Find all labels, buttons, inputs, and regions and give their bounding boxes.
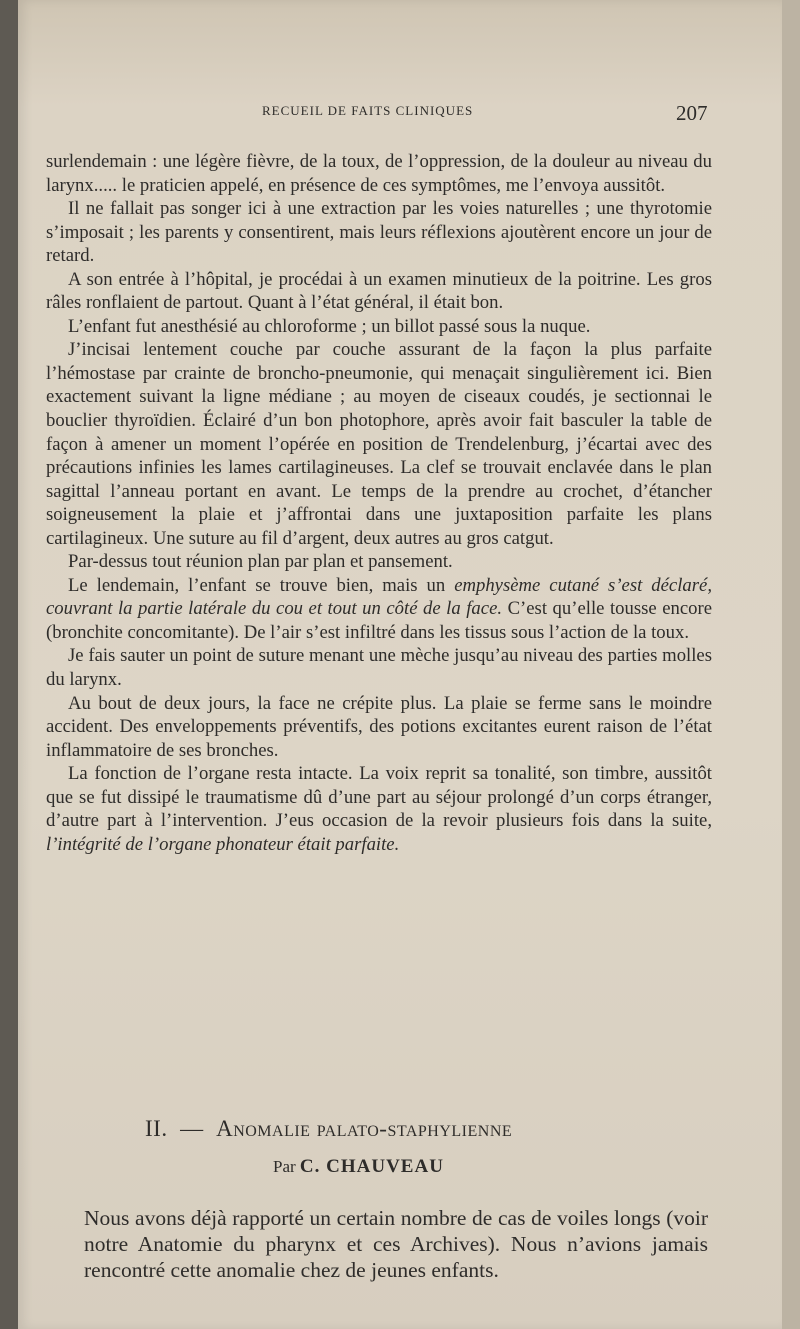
paragraph: Je fais sauter un point de suture menant une mèche jusqu’au niveau des parties molles du larynx. [46, 645, 712, 691]
text-run: La fonction de l’organe resta intacte. La voix reprit sa tonalité, son timbre, aussitôt que se fut dissipé le traumatisme dû d’une part au séjour prolongé d’un corps étranger, d’autre part à l’intervention. J’eus occasion de la revoir plusieurs fois dans la suite, [46, 763, 712, 832]
paragraph: J’incisai lentement couche par couche assurant de la façon la plus parfaite l’hémostase par crainte de broncho-pneumonie, qui menaçait singulièrement ici. Bien exactement suivant la ligne médiane ; au moyen de ciseaux coudés, je sectionnai le bouclier thyroïdien. Éclairé d’un bon photophore, après avoir fait basculer la table de façon à amener un moment l’opérée en position de Trendelenburg, j’écartai avec des précautions infinies les lames cartilagineuses. La clef se trouvait enclavée dans le plan sagittal l’anneau portant en avant. Le temps de la prendre au crochet, d’étancher soigneusement la plaie et j’affrontai dans une juxtaposition parfaite les plans cartilagineux. Une suture au fil d’argent, deux autres au gros catgut. [46, 339, 712, 549]
paragraph [46, 574, 712, 645]
section-numeral: II. [145, 1116, 168, 1141]
paragraph: Nous avons déjà rapporté un certain nombre de cas de voiles longs (voir notre Anatomie du pharynx et ces Archives). Nous n’avions jamais rencontré cette anomalie chez de jeunes enfants. [84, 1206, 708, 1282]
paragraph: surlendemain : une légère fièvre, de la toux, de l’oppression, de la douleur au niveau du larynx..... le praticien appelé, en présence de ces symptômes, me l’envoya aussitôt. [46, 151, 712, 196]
intro-text [84, 1205, 708, 1283]
body-text [46, 150, 712, 856]
paragraph: Il ne fallait pas songer ici à une extraction par les voies naturelles ; une thyrotomie s’imposait ; les parents y consentirent, mais leurs réflexions ajoutèrent encore un jour de retard. [46, 198, 712, 267]
paragraph: Au bout de deux jours, la face ne crépite plus. La plaie se ferme sans le moindre accident. Des enveloppements préventifs, des potions excitantes eurent raison de l’état inflammatoire de ses bronches. [46, 692, 712, 761]
page-edge [782, 0, 800, 1329]
section-dash: — [180, 1116, 204, 1141]
text-run: Le lendemain, l’enfant se trouve bien, mais un [68, 574, 455, 596]
author-line [273, 1156, 444, 1178]
author-name: C. CHAUVEAU [299, 1156, 444, 1177]
author-prefix: Par [273, 1157, 296, 1176]
italic-text: l’intégrité de l’organe phonateur était parfaite. [46, 833, 400, 855]
paragraph: Par-dessus tout réunion plan par plan et pansement. [68, 551, 453, 573]
italic-text: emphysème cutané s’est déclaré, couvrant la partie latérale du cou et tout un côté de la face. [46, 574, 712, 620]
paragraph: A son entrée à l’hôpital, je procédai à un examen minutieux de la poitrine. Les gros râles ronflaient de partout. Quant à l’état général, il était bon. [46, 268, 712, 314]
text-run: C’est qu’elle tousse encore (bronchite concomitante). De l’air s’est infiltré dans les tissus sous l’action de la toux. [46, 598, 712, 643]
paragraph [46, 762, 712, 856]
paragraph: L’enfant fut anesthésié au chloroforme ; un billot passé sous la nuque. [68, 315, 591, 337]
section-title [145, 1116, 512, 1142]
running-head: RECUEIL DE FAITS CLINIQUES [262, 103, 474, 118]
page-number: 207 [676, 101, 708, 125]
section-heading: Anomalie palato-staphylienne [216, 1116, 513, 1141]
